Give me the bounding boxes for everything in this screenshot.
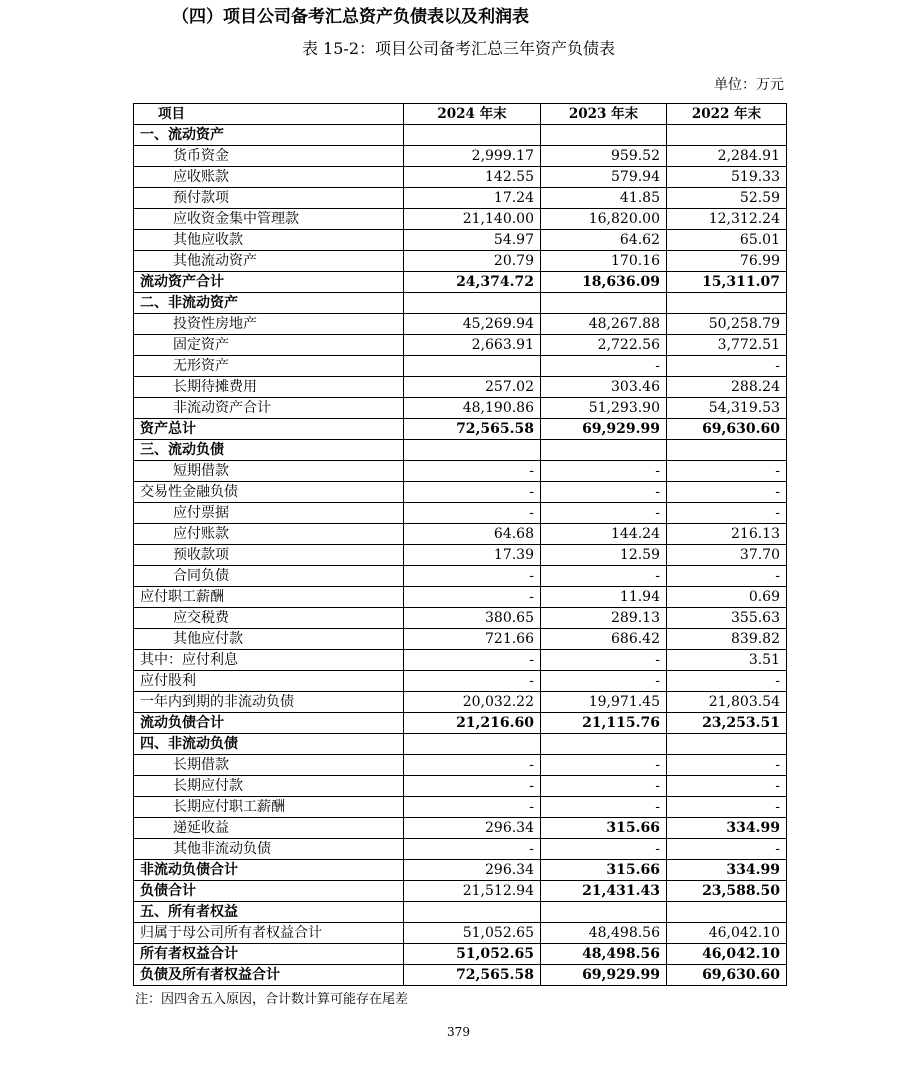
row-label: 投资性房地产 [134, 314, 404, 335]
cell-value: 51,293.90 [541, 398, 667, 419]
cell-value [404, 356, 541, 377]
cell-value: 48,498.56 [541, 944, 667, 965]
table-row [134, 167, 787, 188]
cell-value: 959.52 [541, 146, 667, 167]
footnote: 注：因四舍五入原因，合计数计算可能存在尾差 [135, 992, 409, 1007]
page-number: 379 [447, 1025, 470, 1039]
cell-value: 334.99 [667, 860, 787, 881]
cell-value [404, 293, 541, 314]
cell-value: - [404, 776, 541, 797]
cell-value: - [667, 776, 787, 797]
table-row [134, 314, 787, 335]
cell-value: 2,284.91 [667, 146, 787, 167]
row-label: 预付款项 [134, 188, 404, 209]
row-label: 应收账款 [134, 167, 404, 188]
cell-value: 296.34 [404, 860, 541, 881]
table-row [134, 356, 787, 377]
table-row [134, 461, 787, 482]
cell-value: 144.24 [541, 524, 667, 545]
cell-value: 289.13 [541, 608, 667, 629]
row-label: 应收资金集中管理款 [134, 209, 404, 230]
cell-value: 355.63 [667, 608, 787, 629]
cell-value [404, 125, 541, 146]
cell-value: - [404, 566, 541, 587]
row-label: 应付票据 [134, 503, 404, 524]
cell-value: 170.16 [541, 251, 667, 272]
cell-value: - [404, 839, 541, 860]
cell-value: 288.24 [667, 377, 787, 398]
cell-value: 686.42 [541, 629, 667, 650]
cell-value: 216.13 [667, 524, 787, 545]
cell-value [667, 440, 787, 461]
table-row [134, 818, 787, 839]
cell-value: 37.70 [667, 545, 787, 566]
row-label: 货币资金 [134, 146, 404, 167]
cell-value: 46,042.10 [667, 923, 787, 944]
row-label: 非流动负债合计 [134, 860, 404, 881]
row-label: 二、非流动资产 [134, 293, 404, 314]
column-header-2024: 2024 年末 [404, 104, 541, 125]
cell-value: - [404, 461, 541, 482]
table-row [134, 209, 787, 230]
table-body [134, 125, 787, 986]
cell-value: - [667, 461, 787, 482]
cell-value: - [404, 650, 541, 671]
cell-value: - [667, 566, 787, 587]
table-row [134, 734, 787, 755]
row-label: 资产总计 [134, 419, 404, 440]
row-label: 长期应付款 [134, 776, 404, 797]
cell-value: 519.33 [667, 167, 787, 188]
cell-value: 76.99 [667, 251, 787, 272]
cell-value: - [667, 839, 787, 860]
cell-value: - [404, 671, 541, 692]
cell-value: - [541, 461, 667, 482]
cell-value: - [541, 776, 667, 797]
table-row [134, 398, 787, 419]
cell-value: 17.39 [404, 545, 541, 566]
cell-value: 3.51 [667, 650, 787, 671]
cell-value: 64.62 [541, 230, 667, 251]
cell-value: 11.94 [541, 587, 667, 608]
cell-value: 48,190.86 [404, 398, 541, 419]
row-label: 所有者权益合计 [134, 944, 404, 965]
cell-value: 721.66 [404, 629, 541, 650]
table-row [134, 671, 787, 692]
table-row [134, 125, 787, 146]
row-label: 三、流动负债 [134, 440, 404, 461]
row-label: 流动负债合计 [134, 713, 404, 734]
cell-value: 48,267.88 [541, 314, 667, 335]
cell-value [541, 440, 667, 461]
cell-value: 48,498.56 [541, 923, 667, 944]
cell-value: 52.59 [667, 188, 787, 209]
table-row [134, 965, 787, 986]
column-header-2023: 2023 年末 [541, 104, 667, 125]
cell-value: - [541, 797, 667, 818]
cell-value: - [404, 503, 541, 524]
cell-value: - [541, 839, 667, 860]
cell-value: 50,258.79 [667, 314, 787, 335]
row-label: 其中：应付利息 [134, 650, 404, 671]
row-label: 长期应付职工薪酬 [134, 797, 404, 818]
cell-value [404, 902, 541, 923]
table-row [134, 419, 787, 440]
table-row [134, 293, 787, 314]
cell-value: 2,722.56 [541, 335, 667, 356]
row-label: 其他应付款 [134, 629, 404, 650]
row-label: 应付职工薪酬 [134, 587, 404, 608]
table-row [134, 839, 787, 860]
table-header-row [134, 104, 787, 125]
cell-value: - [667, 797, 787, 818]
row-label: 预收款项 [134, 545, 404, 566]
column-header-2022: 2022 年末 [667, 104, 787, 125]
table-row [134, 524, 787, 545]
cell-value: 16,820.00 [541, 209, 667, 230]
table-caption: 表 15-2：项目公司备考汇总三年资产负债表 [301, 39, 616, 58]
table-row [134, 251, 787, 272]
table-row [134, 335, 787, 356]
cell-value [541, 125, 667, 146]
row-label: 一年内到期的非流动负债 [134, 692, 404, 713]
row-label: 五、所有者权益 [134, 902, 404, 923]
row-label: 一、流动资产 [134, 125, 404, 146]
table-row [134, 902, 787, 923]
table-row [134, 482, 787, 503]
cell-value [404, 734, 541, 755]
balance-sheet-table [133, 103, 787, 986]
table-row [134, 944, 787, 965]
cell-value: 72,565.58 [404, 965, 541, 986]
cell-value: 12.59 [541, 545, 667, 566]
cell-value: 24,374.72 [404, 272, 541, 293]
table-row [134, 230, 787, 251]
cell-value: 21,512.94 [404, 881, 541, 902]
cell-value: 41.85 [541, 188, 667, 209]
cell-value: 315.66 [541, 860, 667, 881]
cell-value: 296.34 [404, 818, 541, 839]
cell-value: 21,140.00 [404, 209, 541, 230]
cell-value: 380.65 [404, 608, 541, 629]
table-row [134, 545, 787, 566]
table-row [134, 881, 787, 902]
row-label: 应付股利 [134, 671, 404, 692]
cell-value: - [541, 356, 667, 377]
row-label: 交易性金融负债 [134, 482, 404, 503]
cell-value: 21,216.60 [404, 713, 541, 734]
cell-value: 23,253.51 [667, 713, 787, 734]
table-row [134, 440, 787, 461]
cell-value: 3,772.51 [667, 335, 787, 356]
cell-value: - [667, 482, 787, 503]
table-row [134, 629, 787, 650]
cell-value: - [541, 755, 667, 776]
cell-value: 18,636.09 [541, 272, 667, 293]
unit-label: 单位：万元 [714, 77, 784, 93]
column-header-item: 项目 [134, 104, 404, 125]
row-label: 递延收益 [134, 818, 404, 839]
cell-value: - [667, 755, 787, 776]
cell-value: 17.24 [404, 188, 541, 209]
cell-value: 142.55 [404, 167, 541, 188]
cell-value: - [541, 671, 667, 692]
row-label: 合同负债 [134, 566, 404, 587]
cell-value [667, 734, 787, 755]
cell-value [541, 902, 667, 923]
cell-value: 69,929.99 [541, 419, 667, 440]
cell-value [404, 440, 541, 461]
row-label: 其他非流动负债 [134, 839, 404, 860]
row-label: 流动资产合计 [134, 272, 404, 293]
cell-value: - [541, 482, 667, 503]
cell-value: 2,663.91 [404, 335, 541, 356]
row-label: 负债及所有者权益合计 [134, 965, 404, 986]
cell-value: 20,032.22 [404, 692, 541, 713]
cell-value: - [404, 482, 541, 503]
table-row [134, 608, 787, 629]
table-row [134, 797, 787, 818]
cell-value: 72,565.58 [404, 419, 541, 440]
table-row [134, 188, 787, 209]
table-row [134, 272, 787, 293]
table-row [134, 860, 787, 881]
cell-value: 46,042.10 [667, 944, 787, 965]
section-heading: （四）项目公司备考汇总资产负债表以及利润表 [172, 7, 529, 27]
cell-value: 21,431.43 [541, 881, 667, 902]
cell-value [667, 293, 787, 314]
row-label: 长期借款 [134, 755, 404, 776]
row-label: 四、非流动负债 [134, 734, 404, 755]
cell-value: 257.02 [404, 377, 541, 398]
row-label: 固定资产 [134, 335, 404, 356]
cell-value [541, 734, 667, 755]
table-row [134, 650, 787, 671]
cell-value: 65.01 [667, 230, 787, 251]
cell-value: 54,319.53 [667, 398, 787, 419]
cell-value: 334.99 [667, 818, 787, 839]
row-label: 应交税费 [134, 608, 404, 629]
table-row [134, 713, 787, 734]
table-row [134, 776, 787, 797]
cell-value: 20.79 [404, 251, 541, 272]
cell-value: 23,588.50 [667, 881, 787, 902]
cell-value: 21,115.76 [541, 713, 667, 734]
cell-value: 15,311.07 [667, 272, 787, 293]
row-label: 其他应收款 [134, 230, 404, 251]
cell-value: 303.46 [541, 377, 667, 398]
table-row [134, 503, 787, 524]
row-label: 无形资产 [134, 356, 404, 377]
cell-value: 12,312.24 [667, 209, 787, 230]
table-row [134, 755, 787, 776]
cell-value: 0.69 [667, 587, 787, 608]
cell-value [541, 293, 667, 314]
cell-value: - [541, 650, 667, 671]
cell-value: 69,929.99 [541, 965, 667, 986]
cell-value: 69,630.60 [667, 419, 787, 440]
cell-value: 54.97 [404, 230, 541, 251]
cell-value [667, 125, 787, 146]
cell-value: 45,269.94 [404, 314, 541, 335]
cell-value: 51,052.65 [404, 923, 541, 944]
table-row [134, 587, 787, 608]
table-row [134, 377, 787, 398]
table-row [134, 146, 787, 167]
cell-value: 64.68 [404, 524, 541, 545]
row-label: 非流动资产合计 [134, 398, 404, 419]
table-row [134, 692, 787, 713]
cell-value [667, 902, 787, 923]
row-label: 长期待摊费用 [134, 377, 404, 398]
cell-value: 51,052.65 [404, 944, 541, 965]
row-label: 归属于母公司所有者权益合计 [134, 923, 404, 944]
cell-value: 579.94 [541, 167, 667, 188]
cell-value: 315.66 [541, 818, 667, 839]
row-label: 应付账款 [134, 524, 404, 545]
cell-value: - [667, 356, 787, 377]
cell-value: - [667, 503, 787, 524]
cell-value: 2,999.17 [404, 146, 541, 167]
cell-value: 19,971.45 [541, 692, 667, 713]
cell-value: 21,803.54 [667, 692, 787, 713]
cell-value: - [404, 587, 541, 608]
row-label: 短期借款 [134, 461, 404, 482]
cell-value: - [404, 797, 541, 818]
row-label: 其他流动资产 [134, 251, 404, 272]
cell-value: - [541, 566, 667, 587]
cell-value: - [541, 503, 667, 524]
cell-value: 69,630.60 [667, 965, 787, 986]
row-label: 负债合计 [134, 881, 404, 902]
cell-value: 839.82 [667, 629, 787, 650]
cell-value: - [667, 671, 787, 692]
table-row [134, 923, 787, 944]
cell-value: - [404, 755, 541, 776]
table-row [134, 566, 787, 587]
